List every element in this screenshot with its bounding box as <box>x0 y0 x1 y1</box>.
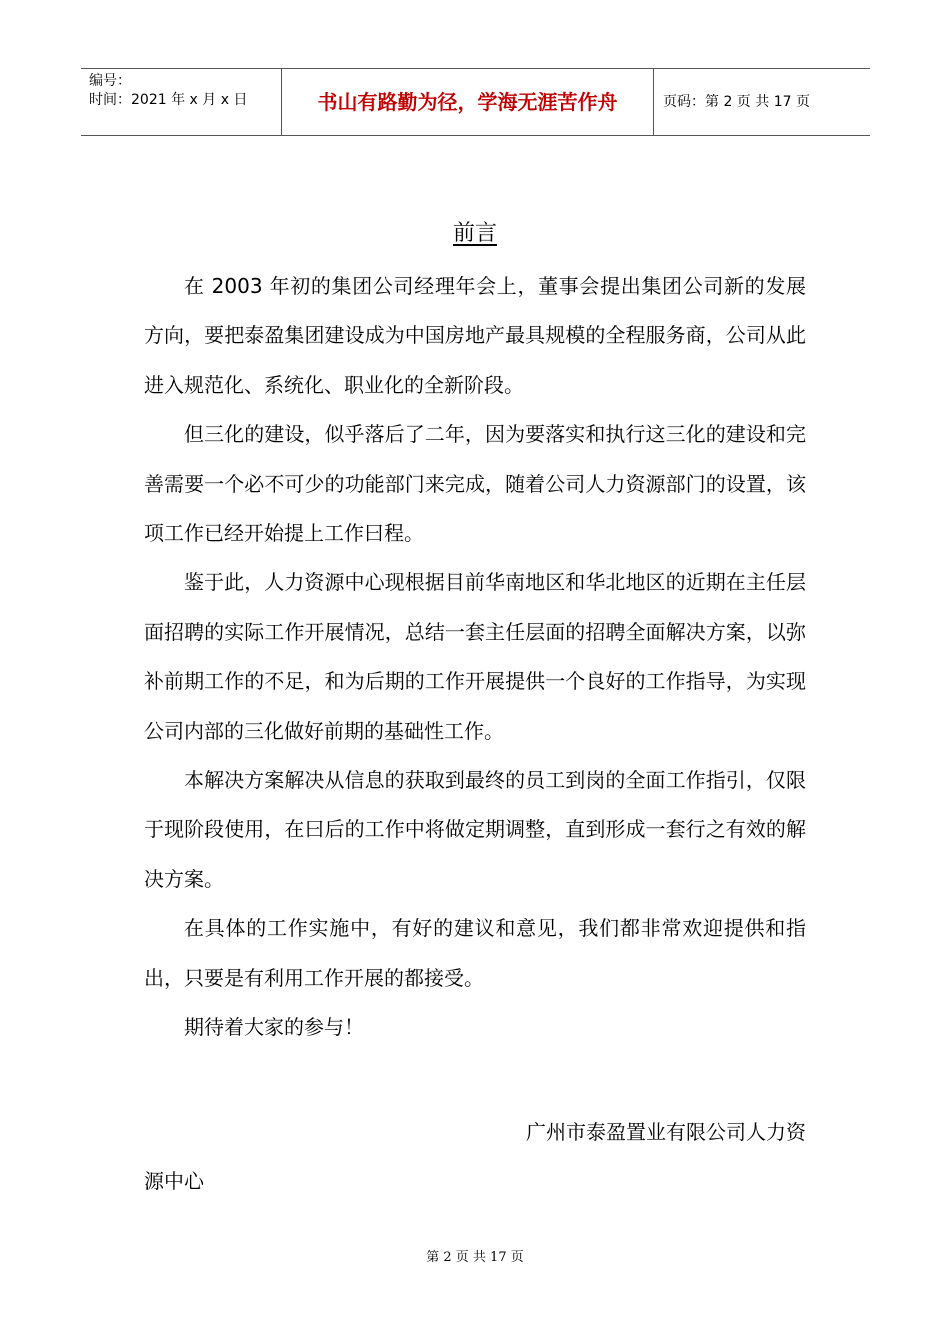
page-header <box>81 68 870 136</box>
signature-line-2: 源中心 <box>144 1169 204 1193</box>
paragraph: 在具体的工作实施中，有好的建议和意见，我们都非常欢迎提供和指出，只要是有利用工作开展的都接受。 <box>144 916 806 990</box>
paragraph: 鉴于此，人力资源中心现根据目前华南地区和华北地区的近期在主任层面招聘的实际工作开展情况，总结一套主任层面的招聘全面解决方案，以弥补前期工作的不足，和为后期的工作开展提供一个良好的工作指导，为实现公司内部的三化做好前期的基础性工作。 <box>144 570 806 743</box>
header-motto: 书山有路勤为径，学海无涯苦作舟 <box>317 90 618 114</box>
header-divider-right <box>653 69 654 135</box>
document-date: 时间：2021 年 x 月 x 日 <box>89 92 248 108</box>
paragraph: 在 2003 年初的集团公司经理年会上，董事会提出集团公司新的发展方向，要把泰盈集团建设成为中国房地产最具规模的全程服务商，公司从此进入规范化、系统化、职业化的全新阶段。 <box>144 274 806 397</box>
paragraph: 期待着大家的参与！ <box>184 1015 364 1040</box>
page-footer: 第 2 页 共 17 页 <box>426 1250 524 1265</box>
paragraph: 但三化的建设，似乎落后了二年，因为要落实和执行这三化的建设和完善需要一个必不可少的功能部门来完成，随着公司人力资源部门的设置，该项工作已经开始提上工作曰程。 <box>144 422 806 546</box>
paragraph: 本解决方案解决从信息的获取到最终的员工到岗的全面工作指引，仅限于现阶段使用，在曰后的工作中将做定期调整，直到形成一套行之有效的解决方案。 <box>144 768 806 891</box>
header-meta <box>89 72 247 110</box>
signature-line-1: 广州市泰盈置业有限公司人力资 <box>526 1120 806 1144</box>
document-number-label: 编号： <box>89 73 131 89</box>
document-title: 前言 <box>452 221 497 246</box>
header-page-info: 页码：第 2 页 共 17 页 <box>663 94 810 110</box>
document-body <box>144 262 806 1053</box>
